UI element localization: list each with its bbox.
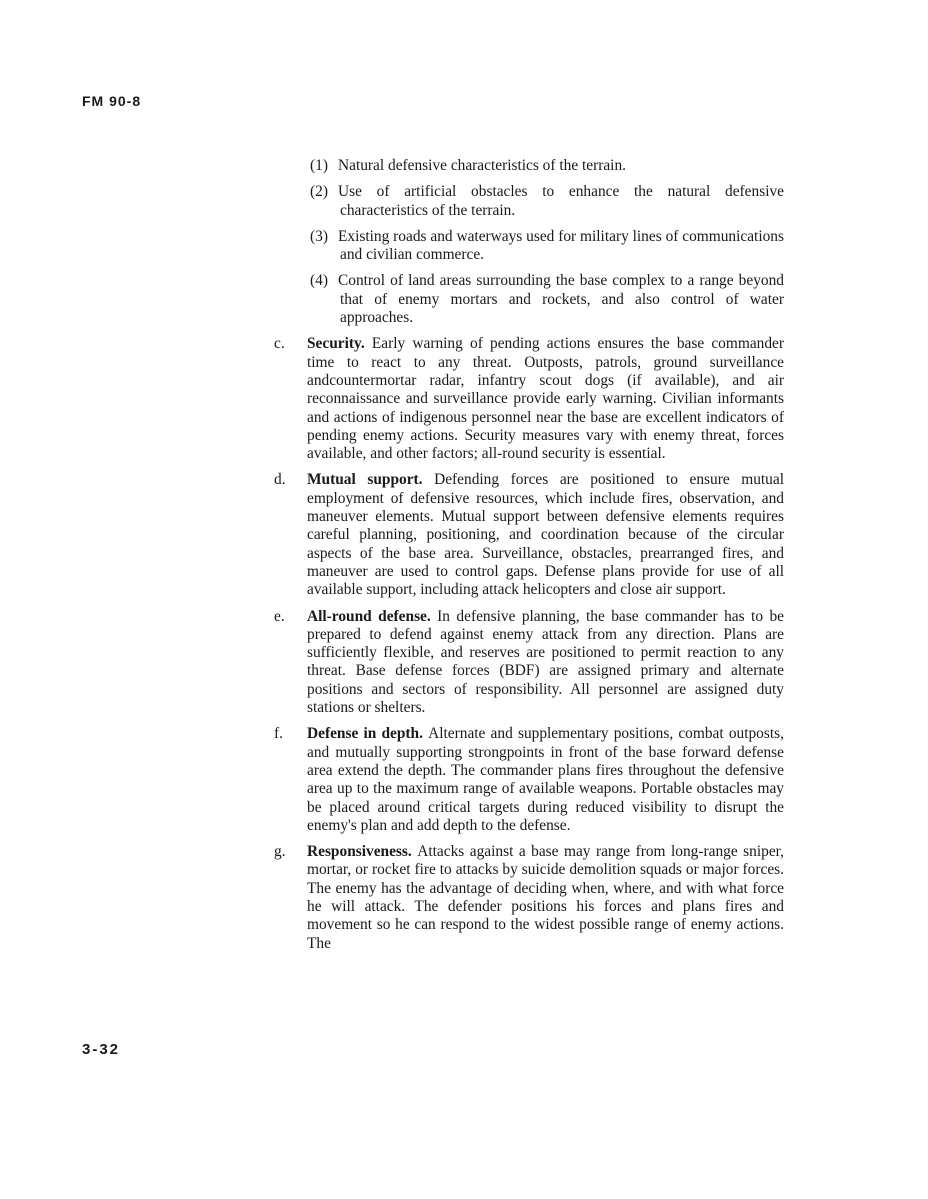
numbered-item-2 [270,183,784,220]
paragraph-letter: g. [274,843,286,861]
paragraph-title: All-round defense. [307,607,438,625]
paragraph-text: Attacks against a base may range from long-range sniper, mortar, or rocket fire to attacks by suicide demolition squads or major forces. The enemy has the advantage of deciding when, where, and with what force he will attack. The defender positions his forces and plans fires and movement so he can respond to the widest possible range of enemy actions. The [307,843,785,952]
paragraph-text: Defending forces are positioned to ensure mutual employment of defensive resources, which include fires, observation, and maneuver elements. Mutual support between defensive elements requires careful planning, positioning, and coordination because of the circular aspects of the base area. Surveillance, obstacles, prearranged fires, and maneuver are used to control gaps. Defense plans provide for use of all available support, including attack helicopters and close air support. [307,471,784,599]
paragraph-title: Defense in depth. [307,725,429,743]
numbered-item-1 [270,157,784,175]
paragraph-letter: e. [274,607,285,625]
paragraph-mutual-support [270,471,784,599]
paragraph-title: Responsiveness. [307,843,418,861]
item-text: Natural defensive characteristics of the terrain. [338,157,627,174]
numbered-item-4 [270,272,784,327]
page-number: 3-32 [82,1041,121,1058]
paragraph-letter: c. [274,335,285,353]
paragraph-letter: f. [274,725,283,743]
page-body [270,157,784,961]
paragraph-defense-in-depth [270,725,784,835]
paragraph-title: Mutual support. [307,471,435,489]
paragraph-text: Early warning of pending actions ensures the base commander time to react to any threat. Outposts, patrols, ground surveillance andcountermortar radar, infantry scout dogs (if available), and air reconnaissance and surveillance provide early warning. Civilian informants and actions of indigenous personnel near the base are excellent indicators of pending enemy actions. Security measures vary with enemy threat, forces available, and other factors; all-round security is essential. [307,335,784,463]
paragraph-all-round-defense [270,608,784,718]
numbered-item-3 [270,228,784,265]
paragraph-letter: d. [274,471,286,489]
paragraph-text: Alternate and supplementary positions, combat outposts, and mutually supporting strongpoints in front of the base forward defense area extend the depth. The commander plans fires throughout the defensive area up to the maximum range of available weapons. Portable obstacles may be placed around critical targets during reduced visibility to disrupt the enemy's plan and add depth to the defense. [307,725,784,834]
item-text: Existing roads and waterways used for military lines of communications and civilian commerce. [338,227,784,264]
item-number: (1) [310,157,328,174]
paragraph-responsiveness [270,843,784,953]
item-number: (3) [310,227,328,245]
document-id-header: FM 90-8 [82,93,142,109]
paragraph-security [270,335,784,463]
item-number: (2) [310,183,328,201]
paragraph-title: Security. [307,335,372,353]
item-number: (4) [310,272,328,290]
item-text: Use of artificial obstacles to enhance the natural defensive characteristics of the terrain. [338,183,784,219]
item-text: Control of land areas surrounding the base complex to a range beyond that of enemy mortars and rockets, and also control of water approaches. [338,272,784,327]
paragraph-text: In defensive planning, the base commander has to be prepared to defend against enemy attack from any direction. Plans are sufficiently flexible, and reserves are positioned to permit reaction to any threat. Base defense forces (BDF) are assigned primary and alternate positions and sectors of responsibility. All personnel are assigned duty stations or shelters. [307,607,784,717]
